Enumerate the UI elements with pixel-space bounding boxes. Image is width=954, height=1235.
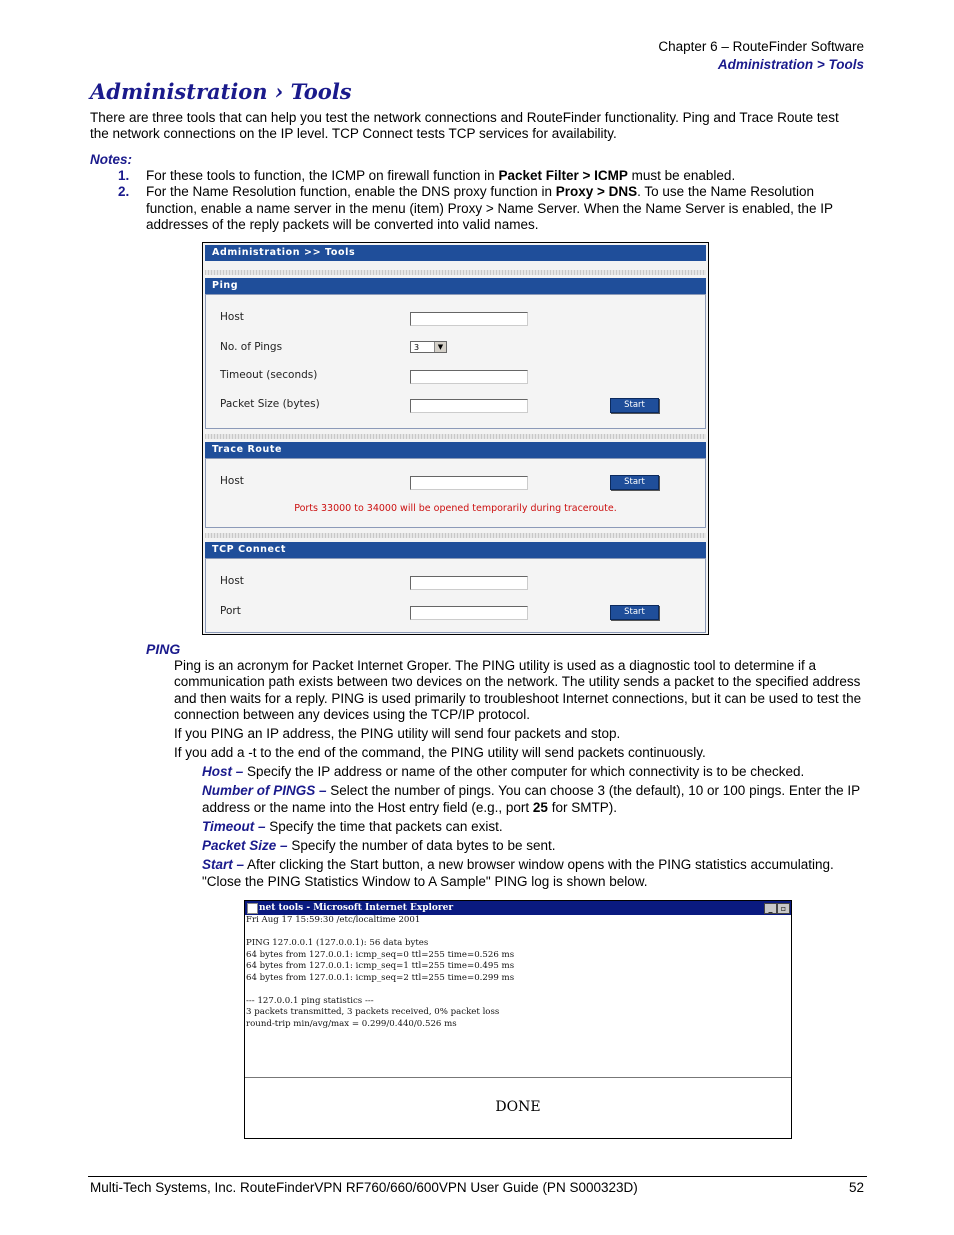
ping-count-select[interactable]: 3 ▼ <box>410 341 447 353</box>
maximize-icon[interactable]: ▫ <box>777 903 790 914</box>
ping-section-title: Ping <box>205 278 706 294</box>
ping-timeout-label: Timeout (seconds) <box>220 369 318 381</box>
page-number: 52 <box>848 1180 864 1195</box>
tcp-host-input[interactable] <box>410 576 528 590</box>
definition-timeout: Timeout – Specify the time that packets can exist. <box>202 818 503 834</box>
ping-log-window-screenshot <box>244 900 792 1139</box>
minimize-icon[interactable]: _ <box>764 903 777 914</box>
tcp-port-input[interactable] <box>410 606 528 620</box>
tcp-start-button[interactable]: Start <box>610 605 659 620</box>
footer-text: Multi-Tech Systems, Inc. RouteFinderVPN RF760/660/600VPN User Guide (PN S000323D) <box>90 1180 638 1195</box>
ping-size-input[interactable] <box>410 399 528 413</box>
tcp-port-label: Port <box>220 605 241 617</box>
ping-host-label: Host <box>220 311 244 323</box>
ping-description <box>174 658 864 762</box>
chevron-down-icon[interactable]: ▼ <box>434 342 446 352</box>
notes-list <box>118 168 863 233</box>
panel-title-bar: Administration >> Tools <box>205 245 706 261</box>
trace-form <box>205 458 706 528</box>
window-title: net tools - Microsoft Internet Explorer <box>259 903 454 913</box>
tcp-host-label: Host <box>220 575 244 587</box>
notes-label: Notes: <box>90 152 133 167</box>
ping-heading: PING <box>146 641 181 657</box>
ping-timeout-input[interactable] <box>410 370 528 384</box>
trace-host-label: Host <box>220 475 244 487</box>
definition-start: Start – After clicking the Start button, a new browser window opens with the PING statistics accumulating. "Close the PING Statistics Window to A Sample" PING log is shown below. <box>202 857 834 889</box>
ping-paragraph: Ping is an acronym for Packet Internet Groper. The PING utility is used as a diagnostic tool to determine if a communication path exists between two devices on the network. The utility sends a packet to the specified address and then waits for a reply. PING is used primarily to troubleshoot Internet connections, but it can be used to test the connection between any devices using the TCP/IP protocol. <box>174 658 862 722</box>
intro-paragraph: There are three tools that can help you test the network connections and RouteFinder functionality. Ping and Trace Route test the network connections on the IP level. TCP Connect tests TCP services for availability. <box>90 110 839 142</box>
note-item: 1. For these tools to function, the ICMP on firewall function in Packet Filter > ICMP must be enabled. <box>118 168 736 183</box>
done-label: DONE <box>495 1099 541 1115</box>
ping-start-button[interactable]: Start <box>610 398 659 413</box>
running-header <box>658 38 864 74</box>
ping-form <box>205 294 706 429</box>
window-title-bar <box>245 901 791 915</box>
tcp-section-title: TCP Connect <box>205 542 706 558</box>
tcp-form <box>205 558 706 633</box>
ping-size-label: Packet Size (bytes) <box>220 398 320 410</box>
chapter-label: Chapter 6 – RouteFinder Software <box>658 39 864 54</box>
definition-number-of-pings: Number of PINGS – Select the number of pings. You can choose 3 (the default), 10 or 100 pings. Enter the IP address or the name into the Host entry field (e.g., port 25 for SMTP). <box>202 783 860 815</box>
definition-packet-size: Packet Size – Specify the number of data bytes to be sent. <box>202 838 556 854</box>
definition-host: Host – Specify the IP address or name of the other computer for which connectivity is to be checked. <box>202 764 805 779</box>
section-label: Administration > Tools <box>717 57 864 72</box>
ping-field-definitions <box>202 764 864 890</box>
note-item: 2. For the Name Resolution function, enable the DNS proxy function in Proxy > DNS. To use the Name Resolution function, enable a name server in the menu (item) Proxy > Name Server. When the Name Server is enabled, the IP addresses of the reply packets will be converted into valid names. <box>118 184 833 232</box>
ping-paragraph: If you PING an IP address, the PING utility will send four packets and stop. <box>174 726 621 742</box>
ping-host-input[interactable] <box>410 312 528 326</box>
page-title: Administration › Tools <box>90 79 352 104</box>
traceroute-warning: Ports 33000 to 34000 will be opened temporarily during traceroute. <box>294 503 617 514</box>
trace-host-input[interactable] <box>410 476 528 490</box>
trace-start-button[interactable]: Start <box>610 475 659 490</box>
trace-section-title: Trace Route <box>205 442 706 458</box>
ping-count-label: No. of Pings <box>220 341 283 353</box>
ping-log-output: Fri Aug 17 15:59:30 /etc/localtime 2001 PING 127.0.0.1 (127.0.0.1): 56 data bytes 64 bytes from 127.0.0.1: icmp_seq=0 ttl=255 time=0.526 ms 64 bytes from 127.0.0.1: icmp_seq=1 ttl=255 time=0.495 ms 64 bytes from 127.0.0.1: icmp_seq=2 ttl=255 time=0.299 ms --- 127.0.0.1 ping statistics --- 3 packets transmitted, 3 packets received, 0% packet loss round-trip min/avg/max = 0.299/0.440/0.526 ms <box>246 915 515 1029</box>
admin-tools-screenshot <box>202 242 709 635</box>
ie-icon <box>247 903 258 914</box>
footer-divider <box>88 1176 867 1177</box>
ping-paragraph: If you add a -t to the end of the command, the PING utility will send packets continuously. <box>174 745 706 761</box>
